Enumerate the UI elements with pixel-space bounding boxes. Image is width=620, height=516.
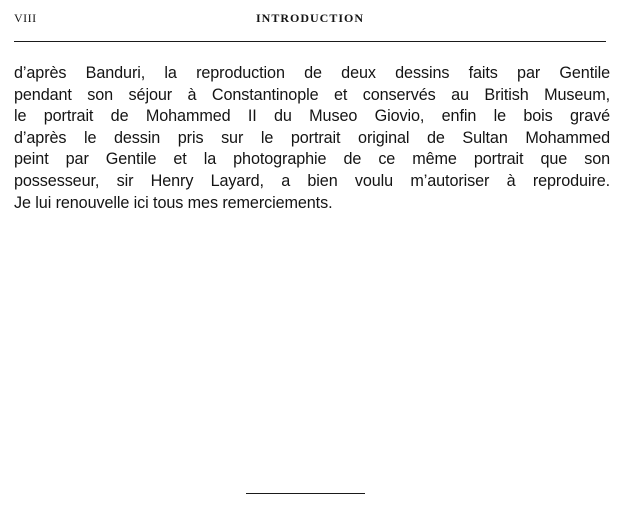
text-line: Je lui renouvelle ici tous mes remerciements. — [14, 193, 333, 212]
text-line: d’après le dessin pris sur le portrait original de Sultan Mohammed — [14, 128, 610, 147]
header-rule — [14, 41, 606, 42]
text-line: peint par Gentile et la photographie de ce même portrait que son — [14, 150, 610, 169]
text-line: le portrait de Mohammed II du Museo Giovio, enfin le bois gravé — [14, 107, 610, 126]
footer-rule — [246, 493, 365, 494]
running-title: INTRODUCTION — [255, 11, 364, 25]
page-header — [14, 8, 606, 34]
text-line: possesseur, sir Henry Layard, a bien voulu m’autoriser à reproduire. — [14, 171, 610, 190]
text-line: d’après Banduri, la reproduction de deux dessins faits par Gentile — [14, 64, 610, 82]
page-number: VIII — [14, 11, 37, 25]
body-paragraph — [14, 63, 610, 214]
text-line: pendant son séjour à Constantinople et conservés au British Museum, — [14, 85, 610, 104]
